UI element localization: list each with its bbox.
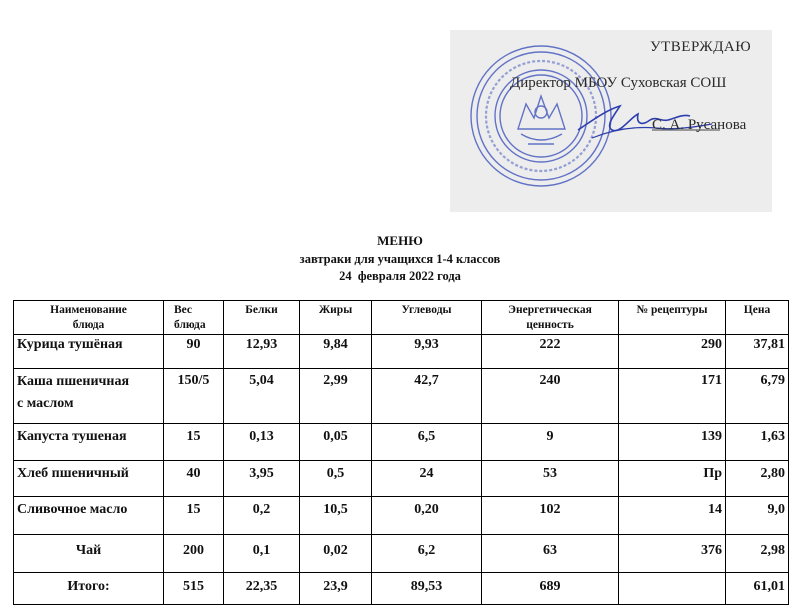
cell-name: Хлеб пшеничный: [14, 461, 164, 497]
table-row: [14, 369, 789, 424]
cell-recipe: 171: [619, 369, 726, 424]
approval-signatory: С. А. Русанова: [652, 117, 747, 133]
cell-fat: 2,99: [300, 369, 372, 424]
header-price: Цена: [726, 301, 789, 335]
cell-price: 2,80: [726, 461, 789, 497]
cell-recipe: 290: [619, 335, 726, 369]
cell-weight: 15: [164, 497, 224, 535]
cell-price: 1,63: [726, 424, 789, 461]
cell-energy: 53: [482, 461, 619, 497]
cell-weight: 15: [164, 424, 224, 461]
cell-recipe: 376: [619, 535, 726, 573]
menu-date: 24 февраля 2022 года: [339, 269, 461, 283]
cell-protein: 12,93: [224, 335, 300, 369]
total-fat: 23,9: [300, 573, 372, 605]
cell-fat: 0,5: [300, 461, 372, 497]
total-protein: 22,35: [224, 573, 300, 605]
menu-table: [13, 300, 789, 605]
header-energy: Энергетическая ценность: [482, 301, 619, 335]
cell-recipe: 14: [619, 497, 726, 535]
cell-carbs: 6,2: [372, 535, 482, 573]
cell-fat: 0,02: [300, 535, 372, 573]
table-row: [14, 497, 789, 535]
cell-carbs: 24: [372, 461, 482, 497]
cell-recipe: 139: [619, 424, 726, 461]
cell-protein: 0,13: [224, 424, 300, 461]
table-row: [14, 461, 789, 497]
cell-carbs: 0,20: [372, 497, 482, 535]
approval-title: УТВЕРЖДАЮ: [650, 39, 752, 55]
header-weight: Вес блюда: [164, 301, 224, 335]
cell-name: Чай: [14, 535, 164, 573]
menu-subtitle: завтраки для учащихся 1-4 классов: [299, 252, 501, 266]
total-energy: 689: [482, 573, 619, 605]
cell-weight: 40: [164, 461, 224, 497]
cell-price: 37,81: [726, 335, 789, 369]
approval-block: [450, 30, 772, 212]
header-protein: Белки: [224, 301, 300, 335]
cell-fat: 9,84: [300, 335, 372, 369]
total-weight: 515: [164, 573, 224, 605]
cell-carbs: 9,93: [372, 335, 482, 369]
cell-protein: 0,2: [224, 497, 300, 535]
cell-energy: 63: [482, 535, 619, 573]
cell-protein: 5,04: [224, 369, 300, 424]
approval-position: Директор МБОУ Суховская СОШ: [510, 75, 727, 91]
cell-fat: 0,05: [300, 424, 372, 461]
cell-price: 2,98: [726, 535, 789, 573]
total-label: Итого:: [14, 573, 164, 605]
table-row: [14, 335, 789, 369]
table-row: [14, 424, 789, 461]
table-header-row: [14, 301, 789, 335]
cell-energy: 102: [482, 497, 619, 535]
cell-recipe: Пр: [619, 461, 726, 497]
cell-carbs: 42,7: [372, 369, 482, 424]
cell-energy: 9: [482, 424, 619, 461]
cell-carbs: 6,5: [372, 424, 482, 461]
cell-name: Каша пшеничная с маслом: [14, 369, 164, 424]
cell-weight: 90: [164, 335, 224, 369]
cell-name: Сливочное масло: [14, 497, 164, 535]
cell-fat: 10,5: [300, 497, 372, 535]
menu-title: МЕНЮ: [377, 233, 423, 248]
cell-name: Капуста тушеная: [14, 424, 164, 461]
cell-name: Курица тушёная: [14, 335, 164, 369]
header-recipe: № рецептуры: [619, 301, 726, 335]
header-fat: Жиры: [300, 301, 372, 335]
total-carbs: 89,53: [372, 573, 482, 605]
header-name: Наименование блюда: [14, 301, 164, 335]
cell-protein: 0,1: [224, 535, 300, 573]
table-row: [14, 535, 789, 573]
total-price: 61,01: [726, 573, 789, 605]
cell-weight: 200: [164, 535, 224, 573]
cell-energy: 240: [482, 369, 619, 424]
cell-protein: 3,95: [224, 461, 300, 497]
cell-energy: 222: [482, 335, 619, 369]
cell-price: 6,79: [726, 369, 789, 424]
cell-weight: 150/5: [164, 369, 224, 424]
header-carbs: Углеводы: [372, 301, 482, 335]
cell-price: 9,0: [726, 497, 789, 535]
